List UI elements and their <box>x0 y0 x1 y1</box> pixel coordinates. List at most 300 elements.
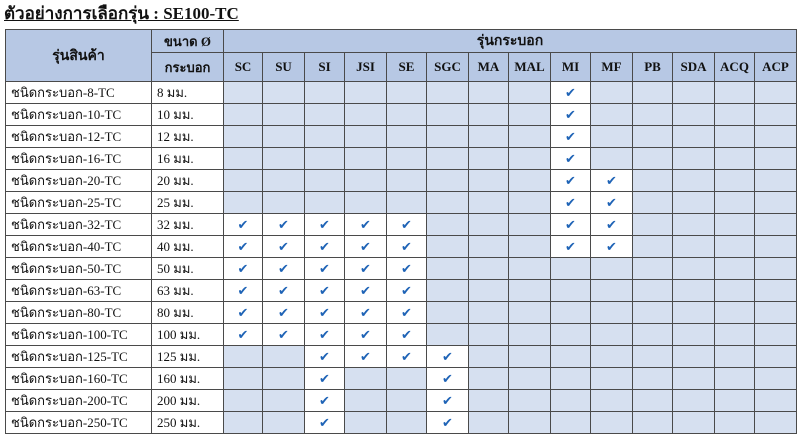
compat-cell-mi <box>551 302 591 324</box>
table-row <box>6 280 797 302</box>
compat-cell-jsi <box>345 148 387 170</box>
check-icon: ✔ <box>401 217 412 233</box>
compat-cell-acp <box>755 412 797 434</box>
compat-cell-pb <box>633 346 673 368</box>
compat-cell-sda <box>673 412 715 434</box>
compat-cell-sgc <box>427 170 469 192</box>
compat-cell-mi <box>551 258 591 280</box>
product-model-cell: ชนิดกระบอก-80-TC <box>6 302 152 324</box>
compat-cell-se <box>387 412 427 434</box>
compat-cell-si <box>305 280 345 302</box>
check-icon: ✔ <box>360 349 371 365</box>
compat-cell-pb <box>633 412 673 434</box>
compat-cell-se <box>387 280 427 302</box>
bore-size-cell: 50 มม. <box>152 258 224 280</box>
product-model-cell: ชนิดกระบอก-25-TC <box>6 192 152 214</box>
compat-cell-si <box>305 104 345 126</box>
compat-cell-jsi <box>345 82 387 104</box>
compat-cell-sda <box>673 258 715 280</box>
check-icon: ✔ <box>565 173 576 189</box>
compat-cell-si <box>305 148 345 170</box>
compat-cell-ma <box>469 302 509 324</box>
compat-cell-mf <box>591 82 633 104</box>
bore-size-cell: 100 มม. <box>152 324 224 346</box>
compat-cell-pb <box>633 148 673 170</box>
column-header-si: SI <box>305 53 345 82</box>
column-header-acq: ACQ <box>715 53 755 82</box>
compat-cell-su <box>263 412 305 434</box>
table-row <box>6 302 797 324</box>
compat-cell-sc <box>224 148 263 170</box>
compat-cell-jsi <box>345 346 387 368</box>
bore-size-cell: 125 มม. <box>152 346 224 368</box>
compat-cell-pb <box>633 170 673 192</box>
compat-cell-si <box>305 368 345 390</box>
compat-cell-sgc <box>427 148 469 170</box>
compat-cell-si <box>305 126 345 148</box>
bore-size-cell: 250 มม. <box>152 412 224 434</box>
compat-cell-se <box>387 346 427 368</box>
compat-cell-mi <box>551 346 591 368</box>
compat-cell-su <box>263 390 305 412</box>
compat-cell-pb <box>633 82 673 104</box>
compat-cell-sc <box>224 126 263 148</box>
compat-cell-ma <box>469 214 509 236</box>
compat-cell-su <box>263 258 305 280</box>
compat-cell-mi <box>551 368 591 390</box>
compat-cell-ma <box>469 324 509 346</box>
check-icon: ✔ <box>237 239 249 255</box>
compat-cell-mf <box>591 368 633 390</box>
compat-cell-si <box>305 236 345 258</box>
compat-cell-mal <box>509 324 551 346</box>
bore-size-cell: 160 มม. <box>152 368 224 390</box>
header-size-top: ขนาด Ø <box>152 30 224 53</box>
product-model-cell: ชนิดกระบอก-20-TC <box>6 170 152 192</box>
product-model-cell: ชนิดกระบอก-50-TC <box>6 258 152 280</box>
compat-cell-mf <box>591 346 633 368</box>
compat-cell-acp <box>755 302 797 324</box>
table-row <box>6 368 797 390</box>
compat-cell-jsi <box>345 258 387 280</box>
compat-cell-acq <box>715 302 755 324</box>
check-icon: ✔ <box>319 305 330 321</box>
compat-cell-mal <box>509 148 551 170</box>
compat-cell-acq <box>715 148 755 170</box>
table-row <box>6 126 797 148</box>
compat-cell-acp <box>755 126 797 148</box>
compat-cell-sda <box>673 302 715 324</box>
compat-cell-sda <box>673 280 715 302</box>
compat-cell-mf <box>591 104 633 126</box>
compat-cell-ma <box>469 280 509 302</box>
compat-cell-si <box>305 412 345 434</box>
check-icon: ✔ <box>442 393 453 409</box>
column-header-mal: MAL <box>509 53 551 82</box>
column-header-sc: SC <box>224 53 263 82</box>
compat-cell-sc <box>224 324 263 346</box>
check-icon: ✔ <box>401 261 412 277</box>
compat-cell-se <box>387 324 427 346</box>
compat-cell-sda <box>673 126 715 148</box>
check-icon: ✔ <box>606 217 617 233</box>
compat-cell-sgc <box>427 126 469 148</box>
compat-cell-sc <box>224 412 263 434</box>
compat-cell-mal <box>509 104 551 126</box>
compat-cell-mi <box>551 412 591 434</box>
column-header-sgc: SGC <box>427 53 469 82</box>
compat-cell-ma <box>469 170 509 192</box>
compat-cell-si <box>305 192 345 214</box>
compat-cell-su <box>263 302 305 324</box>
compat-cell-acp <box>755 258 797 280</box>
compat-cell-jsi <box>345 412 387 434</box>
check-icon: ✔ <box>278 239 289 255</box>
compat-cell-sgc <box>427 368 469 390</box>
compat-cell-acp <box>755 192 797 214</box>
product-model-cell: ชนิดกระบอก-40-TC <box>6 236 152 258</box>
compat-cell-sgc <box>427 324 469 346</box>
compat-cell-acp <box>755 280 797 302</box>
compat-cell-su <box>263 236 305 258</box>
compat-cell-pb <box>633 368 673 390</box>
column-header-mf: MF <box>591 53 633 82</box>
compat-cell-acq <box>715 104 755 126</box>
compat-cell-mi <box>551 192 591 214</box>
compat-cell-acq <box>715 192 755 214</box>
check-icon: ✔ <box>565 195 576 211</box>
compat-cell-acq <box>715 82 755 104</box>
compat-cell-sc <box>224 214 263 236</box>
compat-cell-mal <box>509 170 551 192</box>
compat-cell-ma <box>469 346 509 368</box>
compat-cell-jsi <box>345 390 387 412</box>
compat-cell-sgc <box>427 346 469 368</box>
compat-cell-acq <box>715 280 755 302</box>
compat-cell-jsi <box>345 170 387 192</box>
compat-cell-pb <box>633 192 673 214</box>
compat-cell-ma <box>469 104 509 126</box>
compat-cell-sc <box>224 390 263 412</box>
check-icon: ✔ <box>319 393 330 409</box>
check-icon: ✔ <box>319 327 330 343</box>
compat-cell-ma <box>469 368 509 390</box>
table-row <box>6 346 797 368</box>
check-icon: ✔ <box>442 349 453 365</box>
table-row <box>6 390 797 412</box>
compat-cell-mf <box>591 148 633 170</box>
compat-cell-jsi <box>345 302 387 324</box>
compat-cell-acq <box>715 214 755 236</box>
compat-cell-jsi <box>345 368 387 390</box>
bore-size-cell: 40 มม. <box>152 236 224 258</box>
check-icon: ✔ <box>360 305 371 321</box>
compat-cell-sda <box>673 192 715 214</box>
product-model-cell: ชนิดกระบอก-200-TC <box>6 390 152 412</box>
compat-cell-acq <box>715 346 755 368</box>
product-model-cell: ชนิดกระบอก-125-TC <box>6 346 152 368</box>
compat-cell-ma <box>469 82 509 104</box>
compat-cell-ma <box>469 258 509 280</box>
compat-cell-sgc <box>427 258 469 280</box>
compat-cell-jsi <box>345 214 387 236</box>
check-icon: ✔ <box>319 239 330 255</box>
compat-cell-mf <box>591 192 633 214</box>
check-icon: ✔ <box>237 283 249 299</box>
compat-cell-acq <box>715 368 755 390</box>
compat-cell-su <box>263 346 305 368</box>
compat-cell-sda <box>673 82 715 104</box>
compat-cell-se <box>387 192 427 214</box>
check-icon: ✔ <box>278 305 289 321</box>
compat-cell-acp <box>755 82 797 104</box>
compat-cell-acq <box>715 258 755 280</box>
compat-cell-jsi <box>345 192 387 214</box>
check-icon: ✔ <box>401 283 412 299</box>
compat-cell-sgc <box>427 236 469 258</box>
check-icon: ✔ <box>360 239 371 255</box>
compat-cell-si <box>305 324 345 346</box>
compat-cell-mi <box>551 324 591 346</box>
bore-size-cell: 25 มม. <box>152 192 224 214</box>
compat-cell-sda <box>673 324 715 346</box>
compat-cell-su <box>263 104 305 126</box>
compat-cell-sc <box>224 82 263 104</box>
column-header-pb: PB <box>633 53 673 82</box>
compat-cell-si <box>305 82 345 104</box>
compat-cell-su <box>263 368 305 390</box>
compat-cell-acq <box>715 126 755 148</box>
header-size-bottom: กระบอก <box>152 53 224 82</box>
compat-cell-mi <box>551 280 591 302</box>
page-title: ตัวอย่างการเลือกรุ่น : SE100-TC <box>4 4 239 23</box>
compat-cell-sc <box>224 104 263 126</box>
check-icon: ✔ <box>606 239 617 255</box>
compat-cell-jsi <box>345 280 387 302</box>
check-icon: ✔ <box>360 283 371 299</box>
product-model-cell: ชนิดกระบอก-63-TC <box>6 280 152 302</box>
compat-cell-jsi <box>345 104 387 126</box>
compat-cell-su <box>263 170 305 192</box>
compat-cell-ma <box>469 412 509 434</box>
bore-size-cell: 16 มม. <box>152 148 224 170</box>
check-icon: ✔ <box>319 261 330 277</box>
compat-cell-se <box>387 126 427 148</box>
compat-cell-ma <box>469 236 509 258</box>
compat-cell-sgc <box>427 280 469 302</box>
compat-cell-acq <box>715 390 755 412</box>
compat-cell-mi <box>551 390 591 412</box>
compat-cell-ma <box>469 390 509 412</box>
compat-cell-si <box>305 302 345 324</box>
check-icon: ✔ <box>401 349 412 365</box>
compat-cell-acq <box>715 236 755 258</box>
compat-cell-sgc <box>427 214 469 236</box>
compat-cell-sgc <box>427 82 469 104</box>
compat-cell-sgc <box>427 192 469 214</box>
table-row <box>6 324 797 346</box>
check-icon: ✔ <box>278 217 289 233</box>
check-icon: ✔ <box>319 415 330 431</box>
column-header-jsi: JSI <box>345 53 387 82</box>
compat-cell-se <box>387 368 427 390</box>
compat-cell-mf <box>591 214 633 236</box>
check-icon: ✔ <box>278 283 289 299</box>
check-icon: ✔ <box>565 151 576 167</box>
compat-cell-pb <box>633 302 673 324</box>
check-icon: ✔ <box>401 327 412 343</box>
check-icon: ✔ <box>237 327 249 343</box>
column-header-su: SU <box>263 53 305 82</box>
table-row <box>6 148 797 170</box>
compat-cell-su <box>263 126 305 148</box>
bore-size-cell: 20 มม. <box>152 170 224 192</box>
compat-cell-mal <box>509 82 551 104</box>
product-model-cell: ชนิดกระบอก-16-TC <box>6 148 152 170</box>
compat-cell-pb <box>633 258 673 280</box>
check-icon: ✔ <box>237 305 249 321</box>
check-icon: ✔ <box>319 371 330 387</box>
compat-cell-sda <box>673 236 715 258</box>
compat-cell-pb <box>633 390 673 412</box>
compat-cell-mal <box>509 236 551 258</box>
compat-cell-si <box>305 390 345 412</box>
product-model-cell: ชนิดกระบอก-10-TC <box>6 104 152 126</box>
product-model-cell: ชนิดกระบอก-100-TC <box>6 324 152 346</box>
compat-cell-sgc <box>427 302 469 324</box>
compat-cell-acq <box>715 412 755 434</box>
compat-cell-mal <box>509 192 551 214</box>
compat-cell-acq <box>715 324 755 346</box>
compat-cell-mf <box>591 302 633 324</box>
compat-cell-acq <box>715 170 755 192</box>
compat-cell-mf <box>591 390 633 412</box>
bore-size-cell: 80 มม. <box>152 302 224 324</box>
compat-cell-su <box>263 214 305 236</box>
check-icon: ✔ <box>278 261 289 277</box>
check-icon: ✔ <box>606 195 617 211</box>
compat-cell-sc <box>224 170 263 192</box>
compat-cell-mf <box>591 236 633 258</box>
column-header-ma: MA <box>469 53 509 82</box>
compat-cell-su <box>263 82 305 104</box>
header-product: รุ่นสินค้า <box>6 30 152 82</box>
bore-size-cell: 10 มม. <box>152 104 224 126</box>
compat-cell-pb <box>633 280 673 302</box>
compat-cell-acp <box>755 170 797 192</box>
table-row <box>6 236 797 258</box>
compat-cell-acp <box>755 214 797 236</box>
compat-cell-mf <box>591 258 633 280</box>
check-icon: ✔ <box>401 239 412 255</box>
compat-cell-mal <box>509 390 551 412</box>
compat-cell-mf <box>591 280 633 302</box>
compat-cell-sda <box>673 104 715 126</box>
compat-cell-acp <box>755 104 797 126</box>
product-model-cell: ชนิดกระบอก-12-TC <box>6 126 152 148</box>
compat-cell-si <box>305 346 345 368</box>
compat-cell-su <box>263 324 305 346</box>
compat-cell-se <box>387 258 427 280</box>
column-header-se: SE <box>387 53 427 82</box>
compat-cell-pb <box>633 104 673 126</box>
compat-cell-pb <box>633 324 673 346</box>
compat-cell-mal <box>509 126 551 148</box>
compat-cell-sgc <box>427 412 469 434</box>
compat-cell-sda <box>673 390 715 412</box>
product-model-cell: ชนิดกระบอก-8-TC <box>6 82 152 104</box>
check-icon: ✔ <box>360 217 371 233</box>
check-icon: ✔ <box>319 349 330 365</box>
product-model-cell: ชนิดกระบอก-32-TC <box>6 214 152 236</box>
compat-cell-mal <box>509 214 551 236</box>
compat-cell-se <box>387 170 427 192</box>
check-icon: ✔ <box>606 173 617 189</box>
compat-cell-acp <box>755 148 797 170</box>
product-model-cell: ชนิดกระบอก-160-TC <box>6 368 152 390</box>
compat-cell-si <box>305 170 345 192</box>
product-model-cell: ชนิดกระบอก-250-TC <box>6 412 152 434</box>
cylinder-selection-table <box>5 29 797 434</box>
table-row <box>6 192 797 214</box>
compat-cell-se <box>387 148 427 170</box>
compat-cell-se <box>387 82 427 104</box>
compat-cell-sc <box>224 280 263 302</box>
table-row <box>6 214 797 236</box>
compat-cell-si <box>305 258 345 280</box>
compat-cell-se <box>387 214 427 236</box>
compat-cell-mal <box>509 302 551 324</box>
compat-cell-jsi <box>345 324 387 346</box>
compat-cell-sc <box>224 302 263 324</box>
compat-cell-pb <box>633 236 673 258</box>
compat-cell-se <box>387 302 427 324</box>
compat-cell-pb <box>633 214 673 236</box>
check-icon: ✔ <box>319 217 330 233</box>
column-header-acp: ACP <box>755 53 797 82</box>
compat-cell-acp <box>755 346 797 368</box>
compat-cell-mal <box>509 412 551 434</box>
table-row <box>6 104 797 126</box>
header-row <box>6 30 797 53</box>
compat-cell-mi <box>551 148 591 170</box>
compat-cell-sda <box>673 368 715 390</box>
compat-cell-mal <box>509 346 551 368</box>
column-header-sda: SDA <box>673 53 715 82</box>
compat-cell-mf <box>591 126 633 148</box>
compat-cell-sda <box>673 148 715 170</box>
compat-cell-ma <box>469 148 509 170</box>
compat-cell-mf <box>591 170 633 192</box>
compat-cell-acp <box>755 390 797 412</box>
compat-cell-ma <box>469 126 509 148</box>
compat-cell-pb <box>633 126 673 148</box>
check-icon: ✔ <box>442 371 453 387</box>
compat-cell-sgc <box>427 104 469 126</box>
compat-cell-sc <box>224 258 263 280</box>
check-icon: ✔ <box>565 107 576 123</box>
compat-cell-mi <box>551 214 591 236</box>
bore-size-cell: 8 มม. <box>152 82 224 104</box>
compat-cell-sc <box>224 346 263 368</box>
compat-cell-se <box>387 390 427 412</box>
table-row <box>6 82 797 104</box>
check-icon: ✔ <box>360 261 371 277</box>
check-icon: ✔ <box>278 327 289 343</box>
compat-cell-sc <box>224 192 263 214</box>
compat-cell-mal <box>509 258 551 280</box>
check-icon: ✔ <box>565 85 576 101</box>
